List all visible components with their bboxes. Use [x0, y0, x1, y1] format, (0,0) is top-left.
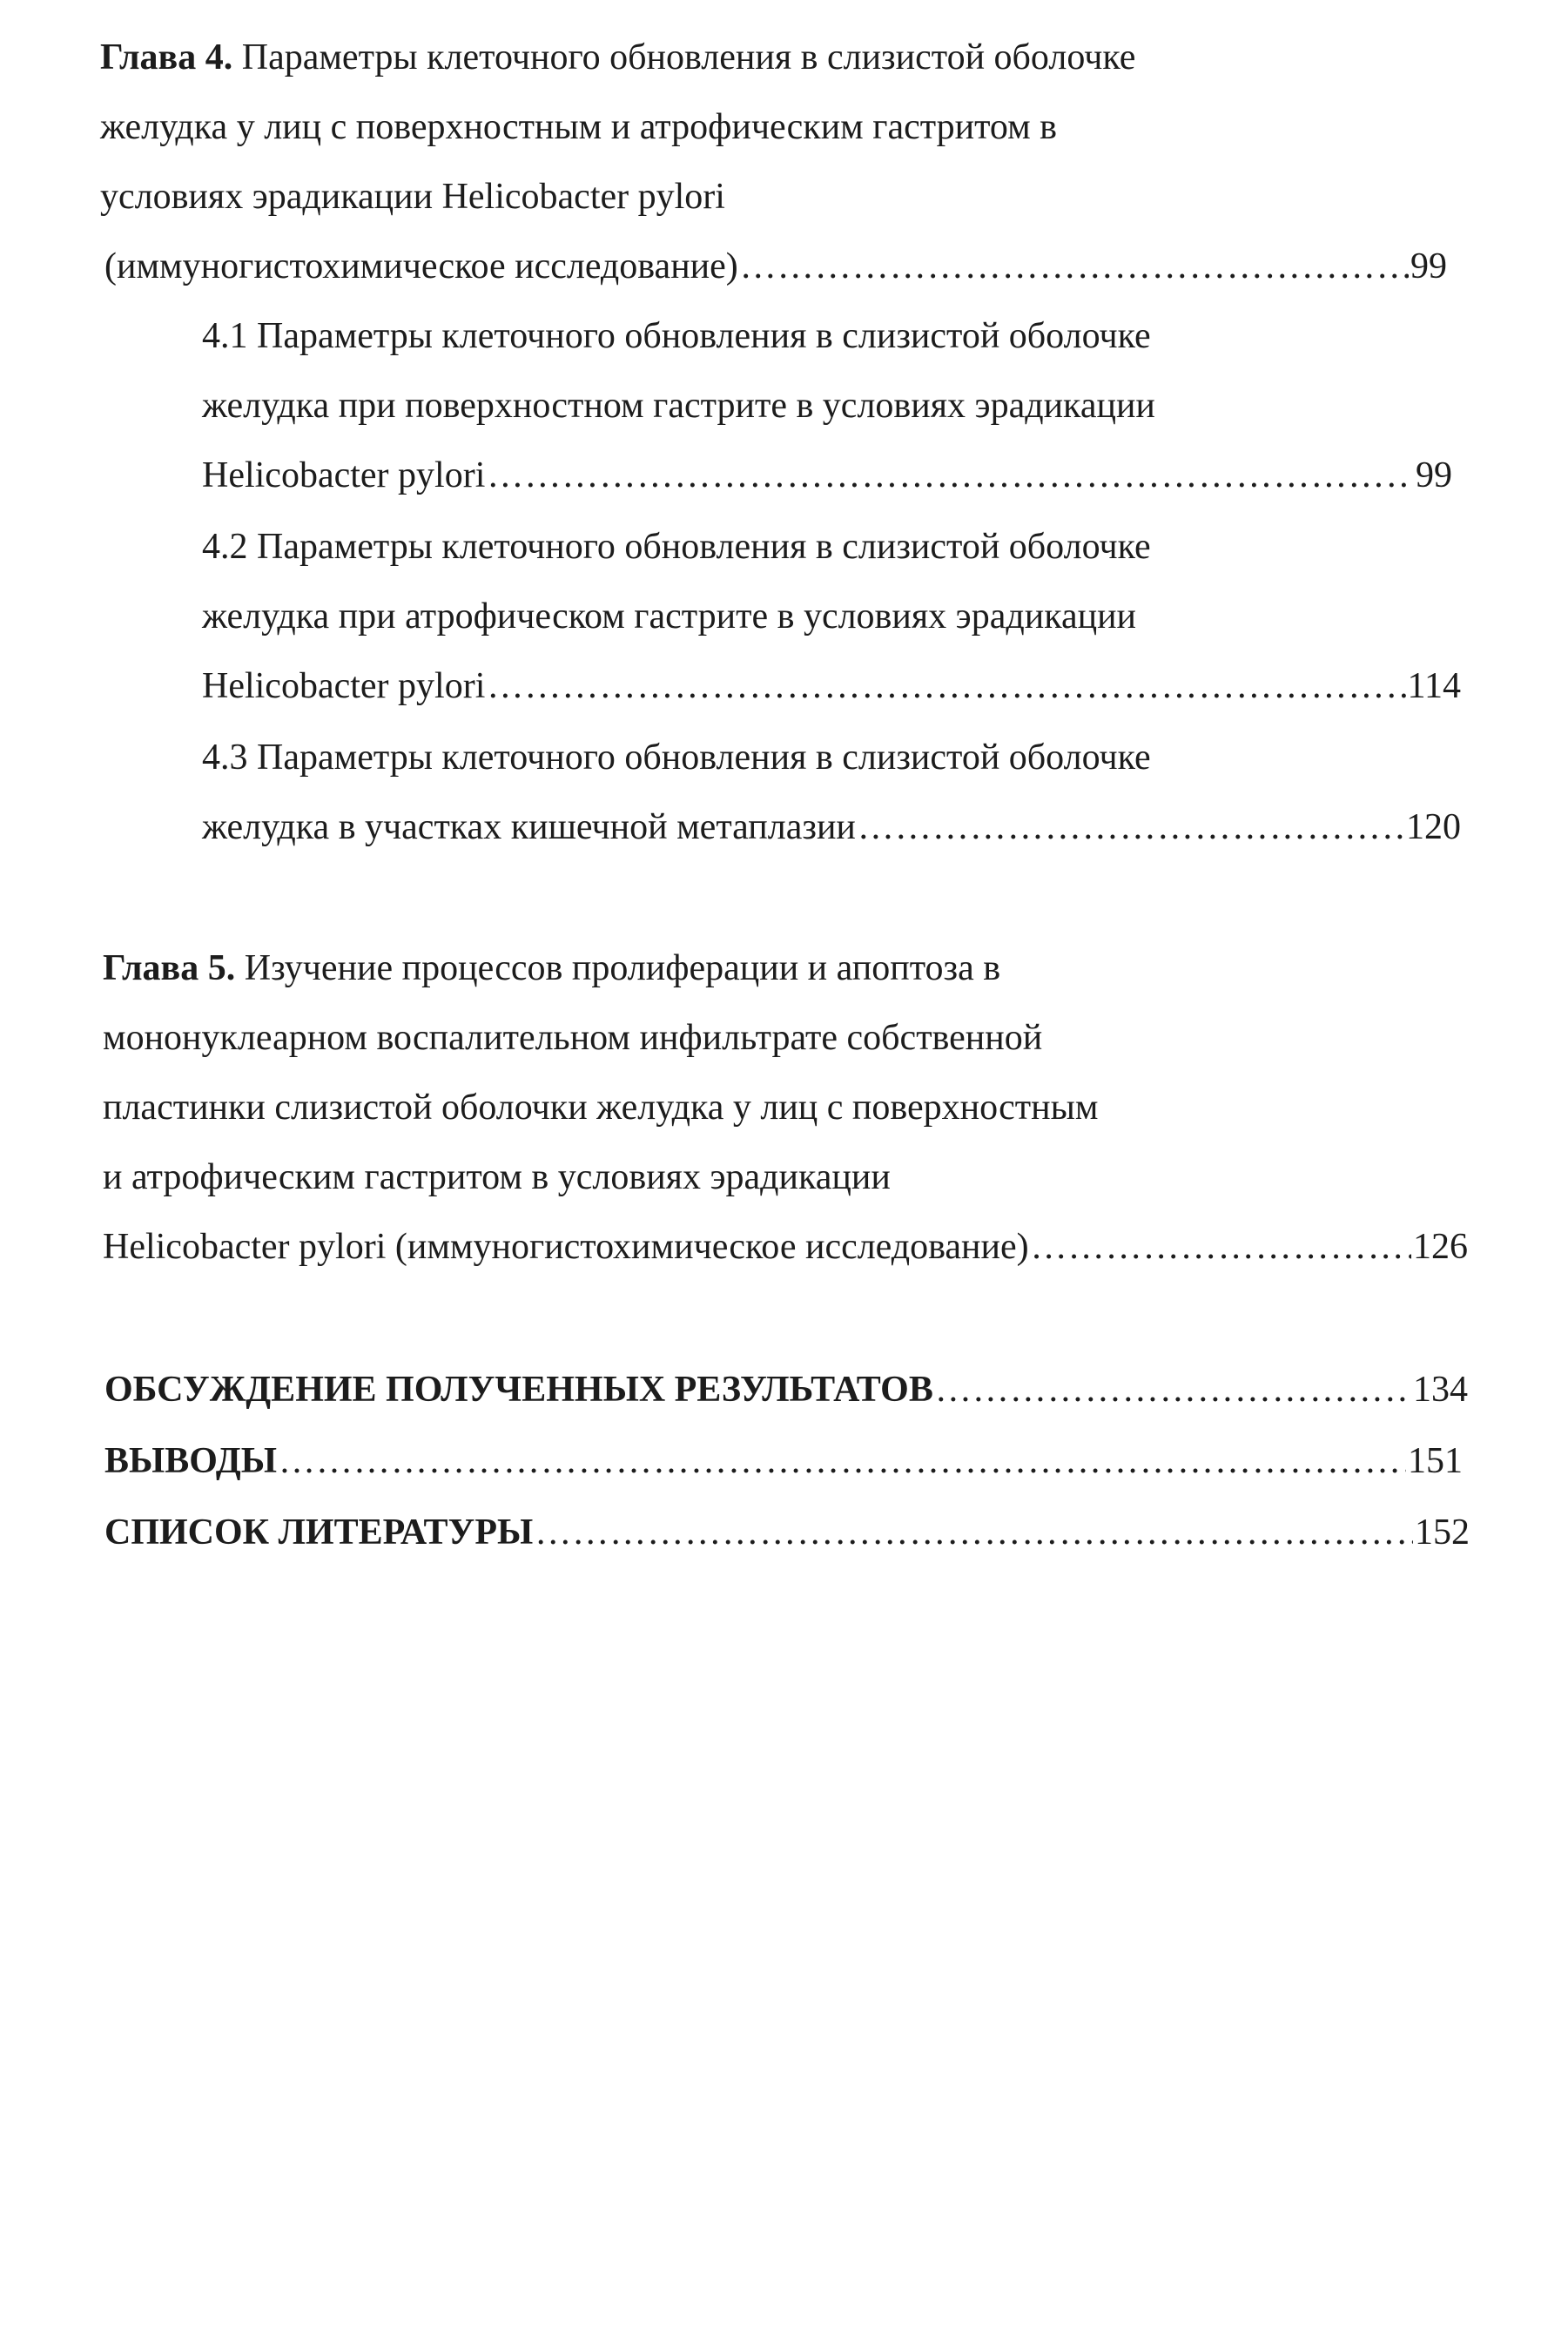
leader-dots: [1031, 1224, 1411, 1270]
toc-section-4-3-line2: желудка в участках кишечной метаплазии: [202, 807, 856, 847]
toc-chapter5-title-line4: и атрофическим гастритом в условиях эрадикации: [103, 1157, 891, 1197]
toc-chapter4-title-line4: (иммуногистохимическое исследование): [104, 246, 738, 286]
toc-section-4-2-page: 114: [1407, 666, 1461, 706]
toc-entry-discussion[interactable]: [104, 1367, 1468, 1412]
toc-section-4-2-line2: желудка при атрофическом гастрите в условиях эрадикации: [202, 596, 1137, 637]
toc-section-4-1-page: 99: [1416, 455, 1452, 495]
leader-dots: [487, 664, 1405, 709]
toc-entry-section-4-1[interactable]: [202, 453, 1452, 498]
toc-discussion-page: 134: [1413, 1370, 1468, 1410]
toc-chapter5-title-line2: мононуклеарном воспалительном инфильтрате собственной: [103, 1018, 1043, 1058]
toc-section-4-3-page: 120: [1406, 807, 1461, 847]
toc-chapter5-title-line5: Helicobacter pylori (иммуногистохимическое исследование): [103, 1227, 1029, 1267]
toc-entry-references[interactable]: [104, 1510, 1470, 1555]
toc-entry-section-4-2[interactable]: [202, 664, 1461, 709]
leader-dots: [740, 244, 1409, 289]
toc-chapter5-title-line3: пластинки слизистой оболочки желудка у лиц с поверхностным: [103, 1088, 1099, 1128]
toc-chapter5-line1: [103, 946, 1000, 991]
toc-discussion-label: ОБСУЖДЕНИЕ ПОЛУЧЕННЫХ РЕЗУЛЬТАТОВ: [104, 1370, 933, 1410]
toc-section-4-1-line1: 4.1 Параметры клеточного обновления в слизистой оболочке: [202, 316, 1151, 356]
toc-section-4-2-line3: Helicobacter pylori: [202, 666, 486, 706]
leader-dots: [279, 1438, 1406, 1484]
toc-conclusions-label: ВЫВОДЫ: [104, 1441, 277, 1481]
leader-dots: [858, 805, 1404, 850]
leader-dots: [935, 1367, 1411, 1412]
toc-entry-chapter4[interactable]: [104, 244, 1447, 289]
toc-section-4-1-line3: Helicobacter pylori: [202, 455, 486, 495]
toc-chapter5-label: Глава 5.: [103, 948, 236, 988]
toc-entry-conclusions[interactable]: [104, 1438, 1463, 1484]
toc-chapter4-title-line2: желудка у лиц с поверхностным и атрофическим гастритом в: [100, 107, 1058, 147]
toc-chapter5-title-line1: Изучение процессов пролиферации и апоптоза в: [244, 948, 1001, 988]
toc-chapter5-page: 126: [1413, 1227, 1468, 1267]
toc-chapter4-page: 99: [1410, 246, 1447, 286]
toc-chapter4-title-line1: Параметры клеточного обновления в слизистой оболочке: [241, 37, 1136, 77]
toc-references-page: 152: [1415, 1512, 1470, 1553]
toc-section-4-1-line2: желудка при поверхностном гастрите в условиях эрадикации: [202, 386, 1155, 426]
leader-dots: [535, 1510, 1413, 1555]
toc-chapter4-line1: [100, 35, 1135, 80]
toc-entry-section-4-3[interactable]: [202, 805, 1461, 850]
toc-conclusions-page: 151: [1408, 1441, 1463, 1481]
toc-section-4-2-line1: 4.2 Параметры клеточного обновления в слизистой оболочке: [202, 527, 1151, 567]
toc-chapter4-title-line3: условиях эрадикации Helicobacter pylori: [100, 177, 725, 217]
leader-dots: [487, 453, 1414, 498]
toc-references-label: СПИСОК ЛИТЕРАТУРЫ: [104, 1512, 534, 1553]
toc-section-4-3-line1: 4.3 Параметры клеточного обновления в слизистой оболочке: [202, 738, 1151, 778]
toc-entry-chapter5[interactable]: [103, 1224, 1468, 1270]
toc-chapter4-label: Глава 4.: [100, 37, 233, 77]
